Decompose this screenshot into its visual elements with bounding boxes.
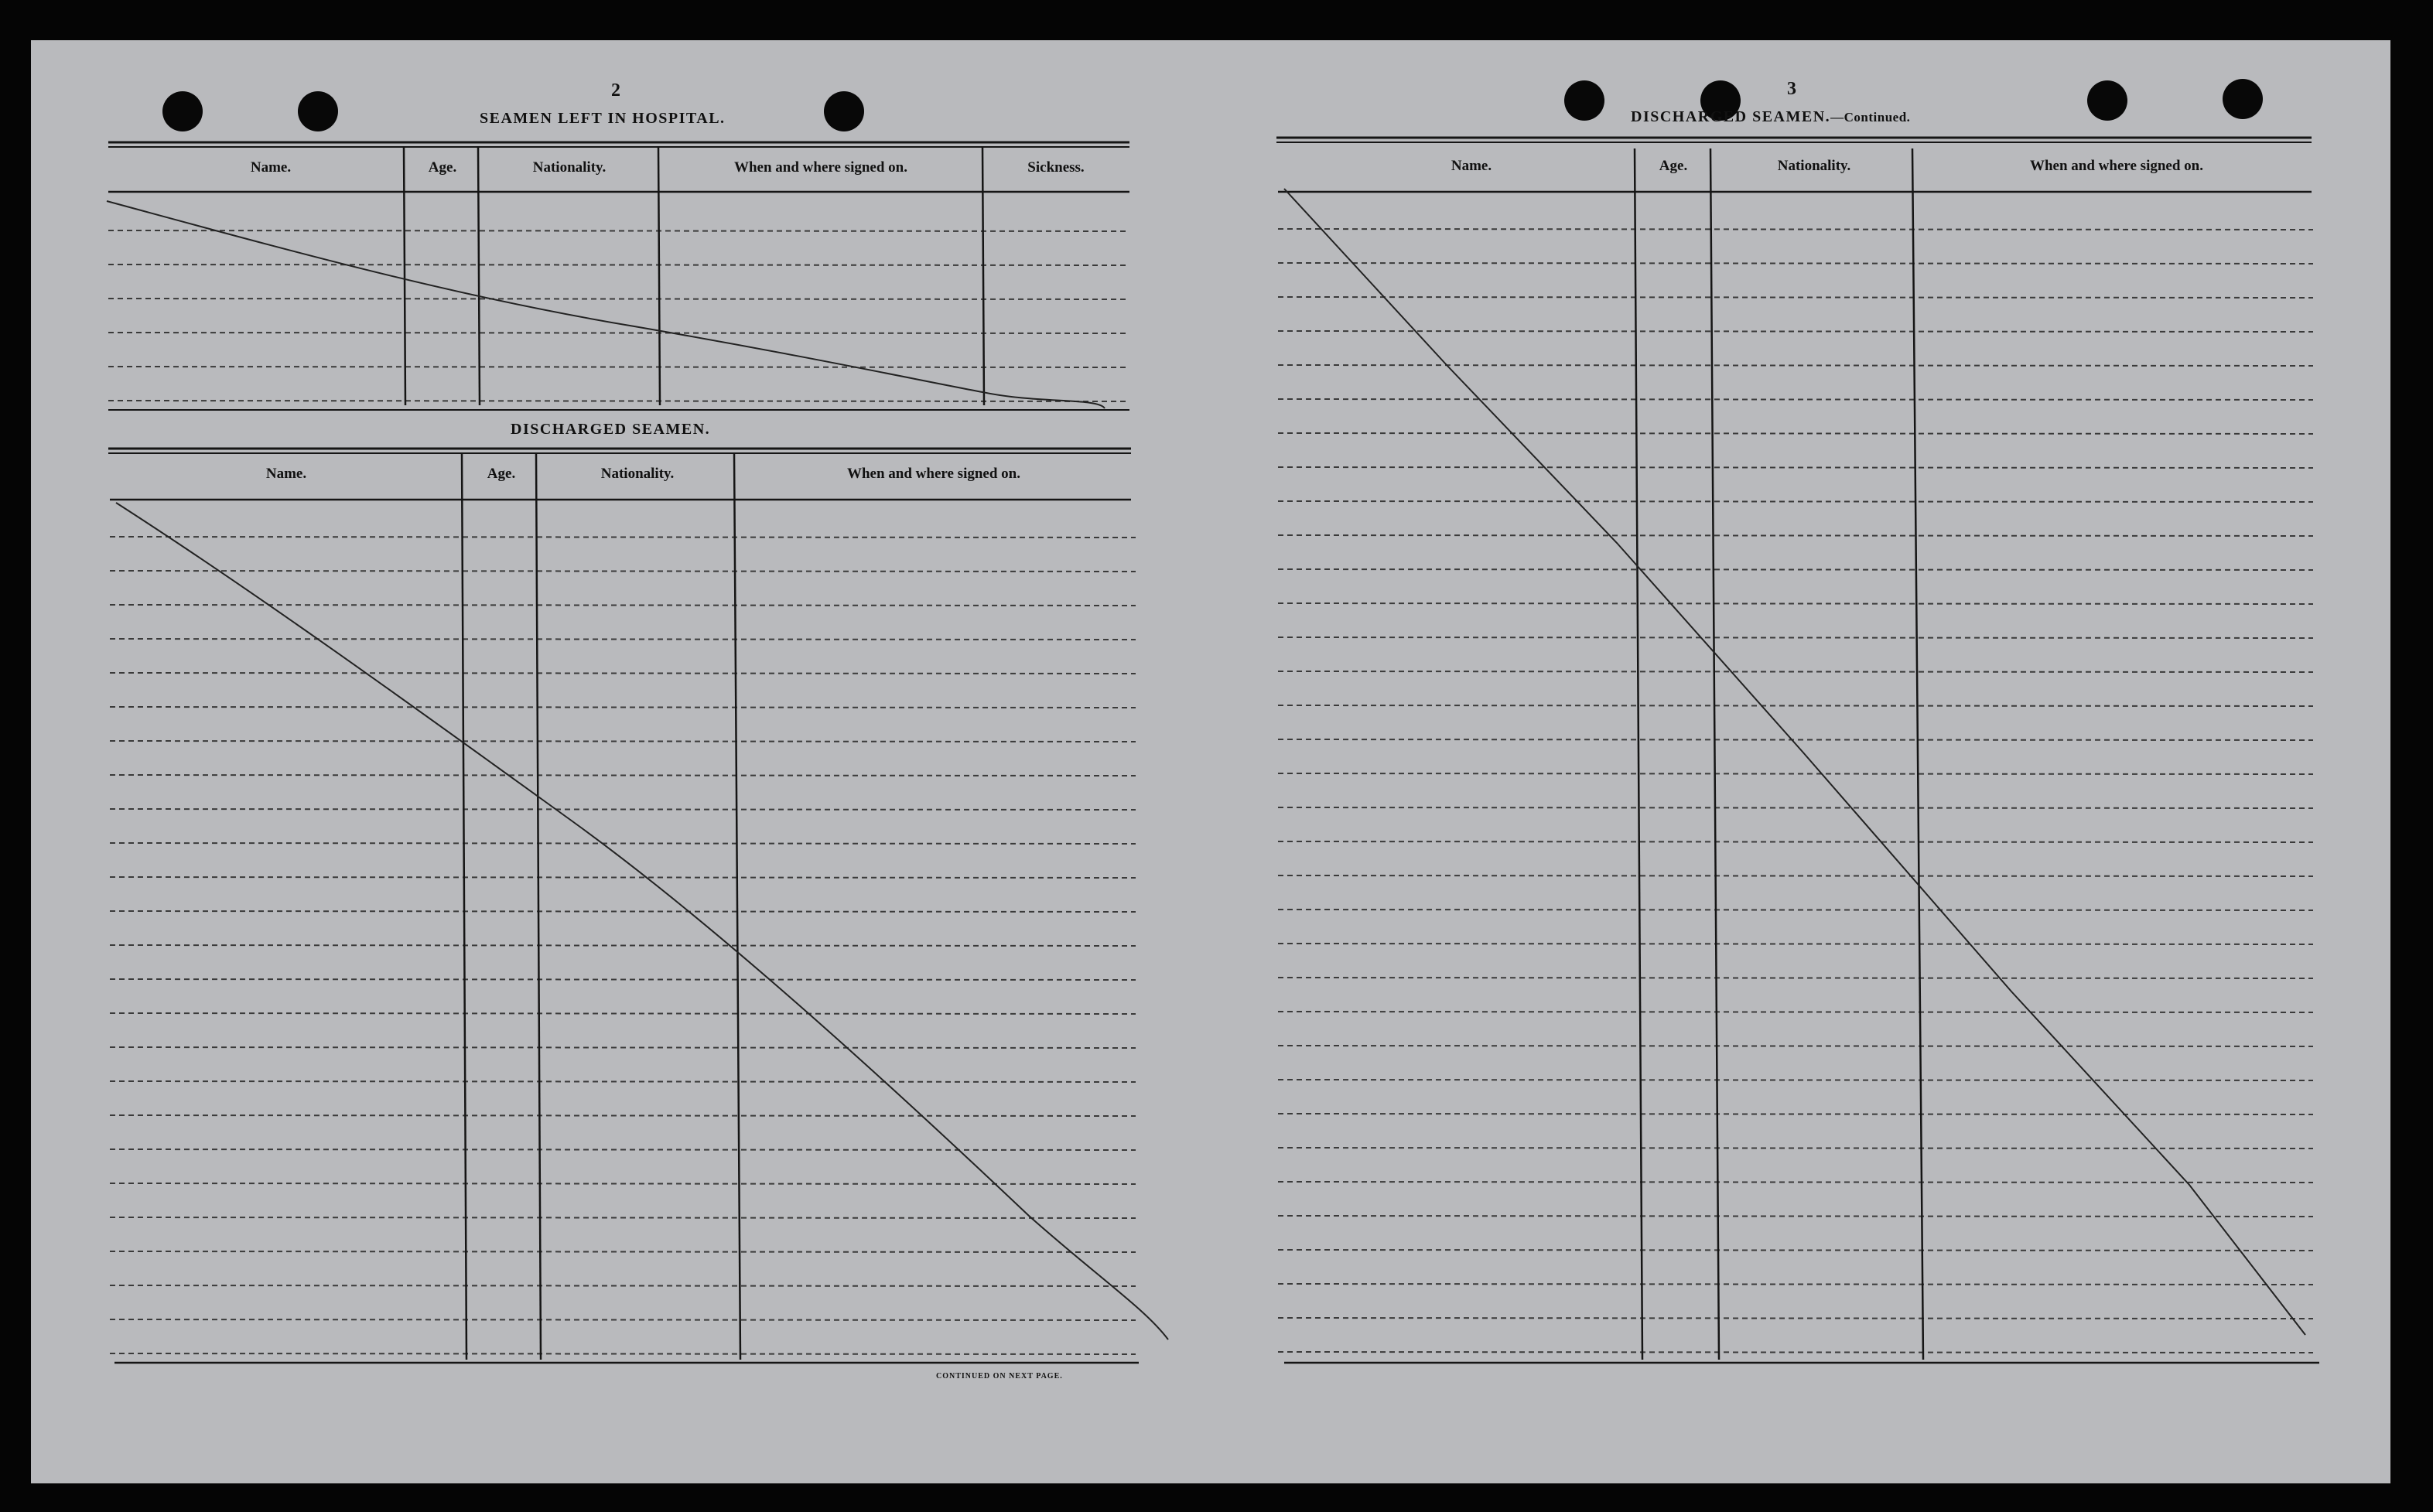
- ruled-row: [110, 741, 1136, 742]
- ruled-row: [1278, 229, 2313, 230]
- hospital-col-sickness: Sickness.: [1027, 159, 1085, 176]
- cancellation-pen-strokes: [107, 189, 2305, 1340]
- discharged-cancel-stroke: [116, 503, 1168, 1340]
- ruled-row: [1278, 739, 2313, 740]
- continued-cancel-stroke: [1284, 189, 2305, 1335]
- ruled-row: [110, 673, 1136, 674]
- ruled-row: [1278, 671, 2313, 672]
- ruled-row: [1278, 637, 2313, 638]
- ruled-row: [110, 1081, 1136, 1082]
- ruled-row: [110, 639, 1136, 640]
- ruled-row: [110, 1013, 1136, 1014]
- discharged-dashed-rules: [110, 537, 1136, 1354]
- discharged-section-title: DISCHARGED SEAMEN.: [511, 421, 711, 438]
- ruled-row: [110, 809, 1136, 810]
- document-sheet: [31, 40, 2390, 1483]
- continued-section-title-main: DISCHARGED SEAMEN.: [1631, 108, 1831, 125]
- discharged-col-name: Name.: [265, 466, 307, 482]
- continued-table-frame: [1276, 138, 2319, 1363]
- ruled-row: [108, 230, 1129, 231]
- continued-col-signed-on: When and where signed on.: [2029, 158, 2203, 174]
- hospital-cancel-stroke: [107, 201, 1105, 408]
- ruled-row: [110, 1285, 1136, 1286]
- ruled-row: [110, 537, 1136, 538]
- ruled-row: [1278, 569, 2313, 570]
- ruled-row: [1278, 331, 2313, 332]
- hospital-dashed-rules: [108, 230, 1129, 401]
- ruled-row: [1278, 1352, 2313, 1353]
- ruled-row: [110, 843, 1136, 844]
- ruled-row: [1278, 807, 2313, 808]
- ruled-row: [1278, 603, 2313, 604]
- ruled-row: [1278, 1250, 2313, 1251]
- ruled-row: [1278, 1318, 2313, 1319]
- ruled-row: [110, 979, 1136, 980]
- ruled-row: [1278, 263, 2313, 264]
- ruled-row: [1278, 875, 2313, 876]
- ruled-row: [1278, 399, 2313, 400]
- continued-section-title-suffix: —Continued.: [1830, 110, 1911, 125]
- ruled-row: [1278, 773, 2313, 774]
- continued-col-age: Age.: [1659, 158, 1688, 174]
- ruled-row: [110, 775, 1136, 776]
- ruled-row: [110, 605, 1136, 606]
- ruled-row: [1278, 841, 2313, 842]
- continued-col-name: Name.: [1451, 158, 1492, 174]
- ruled-row: [1278, 433, 2313, 434]
- hospital-col-age: Age.: [428, 159, 457, 176]
- discharged-col-signed-on: When and where signed on.: [846, 466, 1020, 482]
- discharged-col-nationality: Nationality.: [600, 466, 675, 482]
- page-number-right: 3: [1787, 79, 1796, 99]
- ruled-row: [110, 1319, 1136, 1320]
- ruled-row: [110, 877, 1136, 878]
- ruled-row: [1278, 467, 2313, 468]
- ruled-row: [110, 911, 1136, 912]
- ruled-row: [1278, 535, 2313, 536]
- hospital-col-signed-on: When and where signed on.: [733, 159, 907, 176]
- discharged-col-age: Age.: [487, 466, 516, 482]
- ruled-row: [1278, 1284, 2313, 1285]
- continued-footnote: CONTINUED ON NEXT PAGE.: [936, 1372, 1063, 1381]
- hospital-table-frame: [108, 142, 1129, 410]
- ruled-row: [1278, 1182, 2313, 1183]
- ruled-row: [1278, 501, 2313, 502]
- ruled-row: [1278, 705, 2313, 706]
- ruled-row: [1278, 297, 2313, 298]
- ruled-row: [1278, 1148, 2313, 1149]
- ruled-row: [1278, 365, 2313, 366]
- discharged-table-frame: [108, 449, 1139, 1363]
- ruled-row: [110, 1251, 1136, 1252]
- ruled-row: [110, 945, 1136, 946]
- ruled-row: [110, 1149, 1136, 1150]
- hospital-col-nationality: Nationality.: [532, 159, 607, 176]
- ruled-row: [110, 1115, 1136, 1116]
- continued-col-nationality: Nationality.: [1777, 158, 1851, 174]
- ruled-row: [1278, 1216, 2313, 1217]
- ruled-row: [110, 1183, 1136, 1184]
- ruled-form-lines: [31, 40, 2390, 1483]
- ruled-row: [110, 1353, 1136, 1354]
- hospital-col-name: Name.: [250, 159, 292, 176]
- ruled-row: [110, 707, 1136, 708]
- page-number-left: 2: [611, 80, 620, 101]
- ruled-row: [110, 1047, 1136, 1048]
- continued-dashed-rules: [1278, 229, 2313, 1353]
- hospital-section-title: SEAMEN LEFT IN HOSPITAL.: [480, 110, 726, 127]
- ruled-row: [110, 571, 1136, 572]
- ruled-row: [110, 1217, 1136, 1218]
